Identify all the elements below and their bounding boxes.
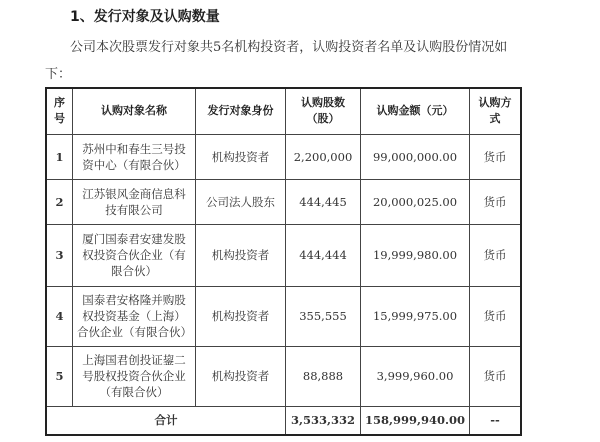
row-method: 货币 bbox=[470, 224, 522, 286]
row-name: 厦门国泰君安建发股权投资合伙企业（有限合伙） bbox=[73, 224, 196, 286]
header-index: 序号 bbox=[46, 88, 73, 134]
row-shares: 444,444 bbox=[286, 224, 361, 286]
row-index: 2 bbox=[46, 179, 73, 224]
row-amount: 20,000,025.00 bbox=[361, 179, 470, 224]
total-method: -- bbox=[470, 406, 522, 435]
intro-paragraph-line2: 下： bbox=[45, 67, 72, 82]
row-identity: 机构投资者 bbox=[196, 134, 286, 179]
table-row bbox=[46, 286, 521, 346]
row-identity: 机构投资者 bbox=[196, 224, 286, 286]
header-method: 认购方式 bbox=[470, 88, 522, 134]
subscription-table bbox=[45, 87, 522, 436]
row-identity: 公司法人股东 bbox=[196, 179, 286, 224]
row-name: 江苏银风金商信息科技有限公司 bbox=[73, 179, 196, 224]
row-amount: 19,999,980.00 bbox=[361, 224, 470, 286]
row-name: 上海国君创投证鋆二号股权投资合伙企业（有限合伙） bbox=[73, 346, 196, 406]
table-header-row bbox=[46, 88, 521, 134]
total-amount: 158,999,940.00 bbox=[361, 406, 470, 435]
row-index: 5 bbox=[46, 346, 73, 406]
row-shares: 355,555 bbox=[286, 286, 361, 346]
row-shares: 2,200,000 bbox=[286, 134, 361, 179]
row-shares: 444,445 bbox=[286, 179, 361, 224]
section-heading: 1、发行对象及认购数量 bbox=[70, 9, 220, 25]
header-shares: 认购股数（股） bbox=[286, 88, 361, 134]
row-identity: 机构投资者 bbox=[196, 346, 286, 406]
row-amount: 3,999,960.00 bbox=[361, 346, 470, 406]
header-identity: 发行对象身份 bbox=[196, 88, 286, 134]
header-amount: 认购金额（元） bbox=[361, 88, 470, 134]
row-amount: 99,000,000.00 bbox=[361, 134, 470, 179]
row-name: 苏州中和春生三号投资中心（有限合伙） bbox=[73, 134, 196, 179]
row-index: 3 bbox=[46, 224, 73, 286]
row-method: 货币 bbox=[470, 134, 522, 179]
row-identity: 机构投资者 bbox=[196, 286, 286, 346]
row-amount: 15,999,975.00 bbox=[361, 286, 470, 346]
table-total-row bbox=[46, 406, 521, 435]
row-method: 货币 bbox=[470, 346, 522, 406]
table-row bbox=[46, 346, 521, 406]
row-method: 货币 bbox=[470, 286, 522, 346]
row-shares: 88,888 bbox=[286, 346, 361, 406]
row-index: 1 bbox=[46, 134, 73, 179]
total-label: 合计 bbox=[46, 406, 286, 435]
table-row bbox=[46, 179, 521, 224]
intro-paragraph-line1: 公司本次股票发行对象共5名机构投资者，认购投资者名单及认购股份情况如 bbox=[70, 40, 508, 55]
table-row bbox=[46, 224, 521, 286]
table-row bbox=[46, 134, 521, 179]
total-shares: 3,533,332 bbox=[286, 406, 361, 435]
row-name: 国泰君安格隆并购股权投资基金（上海）合伙企业（有限合伙） bbox=[73, 286, 196, 346]
header-name: 认购对象名称 bbox=[73, 88, 196, 134]
row-index: 4 bbox=[46, 286, 73, 346]
row-method: 货币 bbox=[470, 179, 522, 224]
